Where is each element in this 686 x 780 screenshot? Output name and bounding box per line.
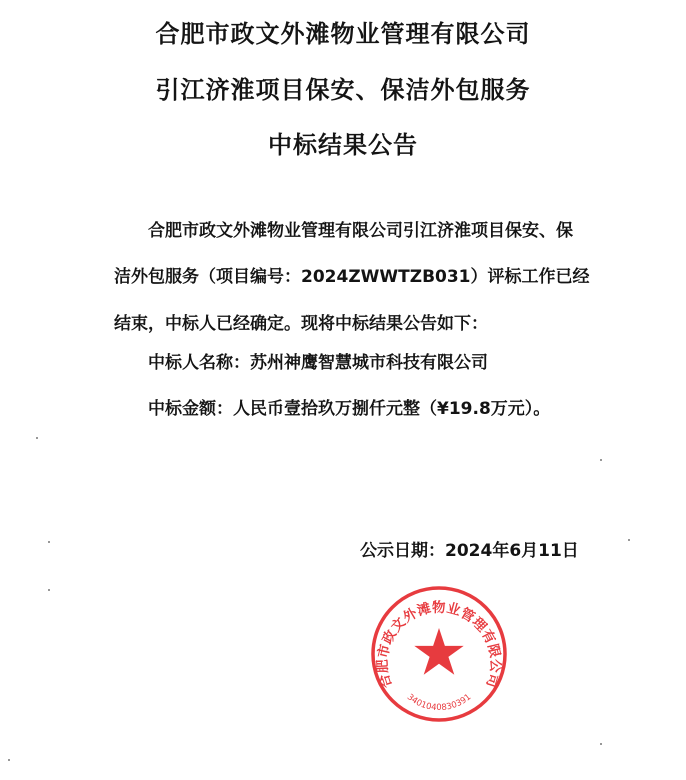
seal-code: 3401040830391 — [404, 692, 474, 714]
scan-speck — [8, 759, 10, 761]
title-announcement: 中标结果公告 — [268, 131, 418, 159]
intro-line-3: 结束，中标人已经确定。现将中标结果公告如下： — [114, 314, 488, 334]
scan-speck — [48, 541, 50, 543]
intro-line-1: 合肥市政文外滩物业管理有限公司引江济淮项目保安、保 — [148, 221, 573, 241]
intro-line-2: 洁外包服务（项目编号：2024ZWWTZB031）评标工作已经 — [114, 267, 590, 287]
winner-name: 中标人名称：苏州神鹰智慧城市科技有限公司 — [148, 353, 488, 373]
scan-speck — [600, 459, 602, 461]
scan-speck — [36, 437, 38, 439]
scan-speck — [628, 539, 630, 541]
seal-org-text: 合肥市政文外滩物业管理有限公司 — [374, 599, 504, 690]
title-project: 引江济淮项目保安、保洁外包服务 — [155, 76, 531, 104]
winning-amount: 中标金额：人民币壹拾玖万捌仟元整（¥19.8万元）。 — [148, 399, 551, 419]
scan-speck — [48, 589, 50, 591]
scan-speck — [600, 743, 602, 745]
publication-date: 公示日期：2024年6月11日 — [360, 541, 579, 561]
star-icon — [414, 628, 463, 675]
company-seal-stamp — [369, 584, 509, 724]
title-company: 合肥市政文外滩物业管理有限公司 — [155, 20, 531, 48]
